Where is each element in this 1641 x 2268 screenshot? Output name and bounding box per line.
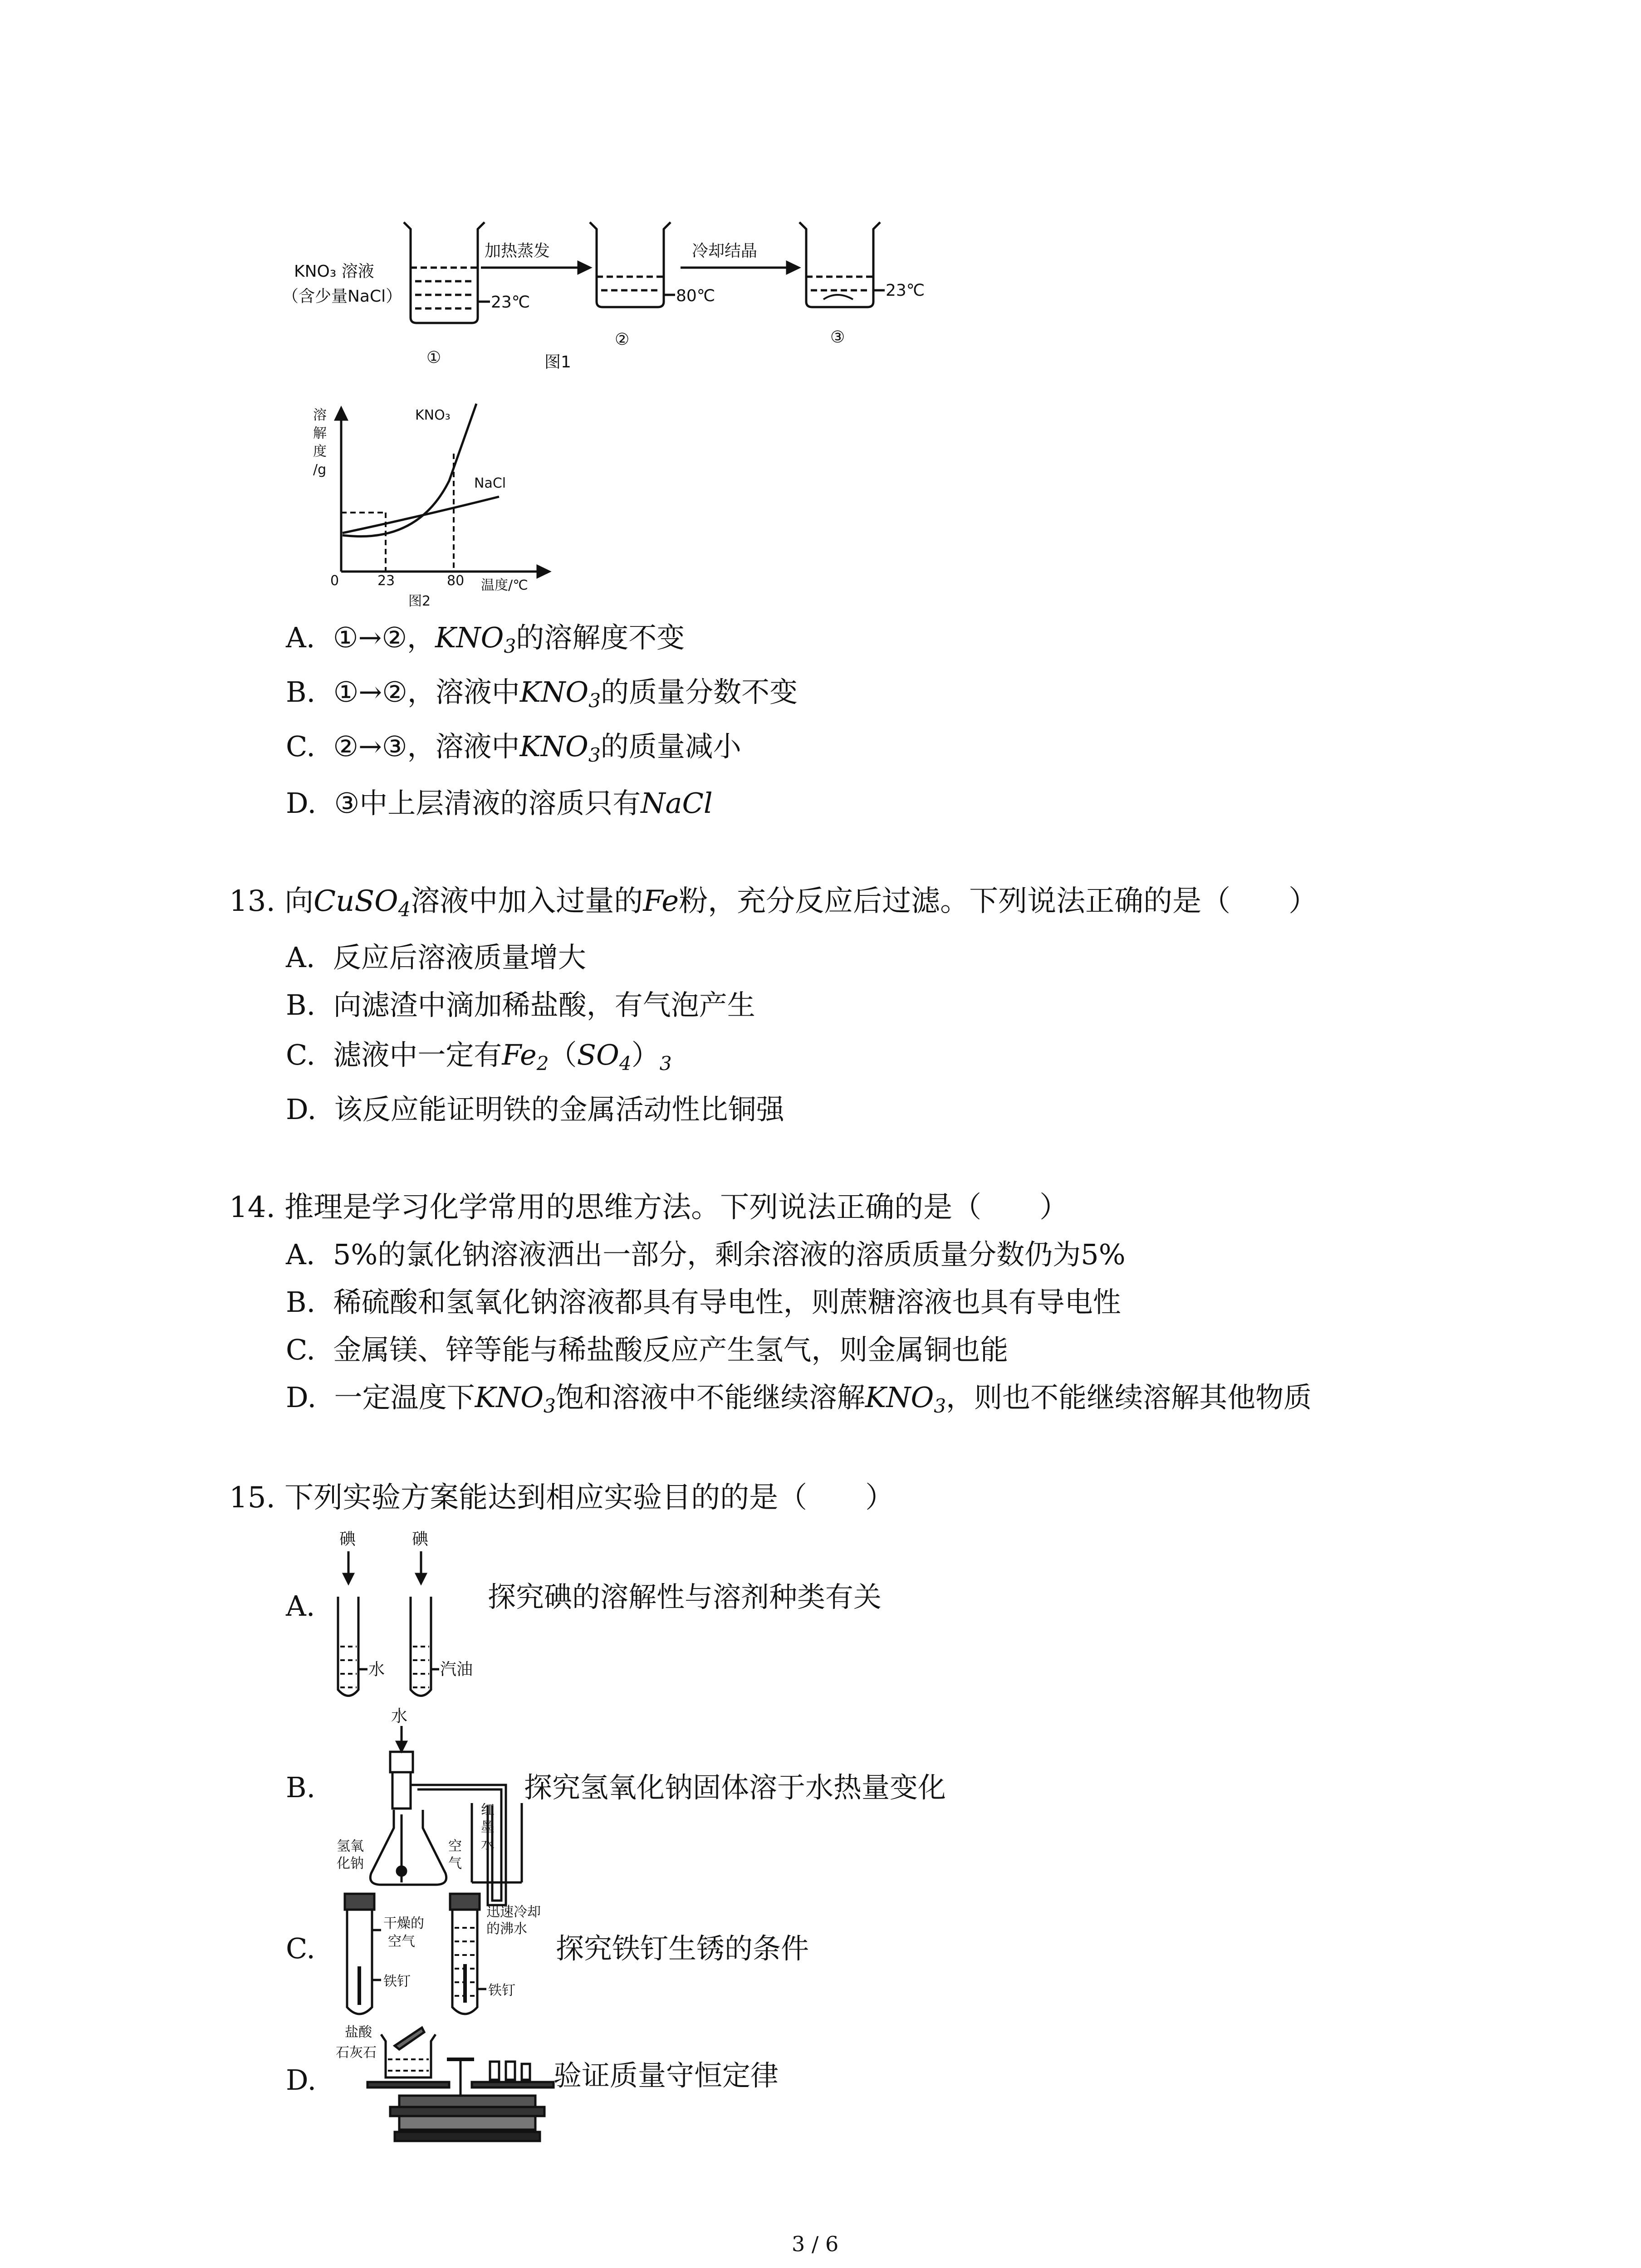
- beaker1-label-line2: （含少量NaCl）: [282, 287, 402, 306]
- arrow2-label: 冷却结晶: [692, 242, 758, 260]
- figure2-caption: 图2: [408, 593, 431, 609]
- q15-option-d-text: 验证质量守恒定律: [554, 2059, 779, 2092]
- q12-option-c[interactable]: C. ②→③，溶液中$KNO_3$的质量减小: [286, 730, 741, 766]
- q14-option-d[interactable]: D. 一定温度下$KNO_3$饱和溶液中不能继续溶解$KNO_3$，则也不能继续溶解其他物质: [286, 1381, 1312, 1417]
- gasoline-label: 汽油: [440, 1660, 473, 1679]
- q13-option-d[interactable]: D. 该反应能证明铁的金属活动性比铜强: [286, 1093, 784, 1126]
- air-label-2: 气: [448, 1856, 462, 1872]
- nail-label-2: 铁钉: [488, 1983, 515, 1999]
- x-axis-label: 温度/℃: [481, 577, 528, 593]
- q12-option-a[interactable]: A. ①→②，$KNO_3$的溶解度不变: [286, 621, 685, 657]
- q14-option-c[interactable]: C. 金属镁、锌等能与稀盐酸反应产生氢气，则金属铜也能: [286, 1333, 1009, 1366]
- figure1-caption: 图1: [544, 353, 571, 371]
- ink-label-3: 水: [481, 1837, 495, 1853]
- q15-option-c-text: 探究铁钉生锈的条件: [556, 1932, 809, 1965]
- q12-option-d[interactable]: D. ③中上层清液的溶质只有NaCl: [286, 787, 713, 820]
- q13-option-b[interactable]: B. 向滤渣中滴加稀盐酸，有气泡产生: [286, 988, 755, 1022]
- q15-stem: 15. 下列实验方案能达到相应实验目的的是（ ）: [229, 1481, 895, 1515]
- ylabel-char-4: /g: [313, 462, 327, 478]
- q15-option-c[interactable]: C.: [286, 1932, 315, 1965]
- q15-option-a-text: 探究碘的溶解性与溶剂种类有关: [488, 1580, 882, 1613]
- nacl-series-label: NaCl: [474, 475, 506, 491]
- ylabel-char-3: 度: [313, 444, 327, 459]
- ink-label-2: 墨: [481, 1819, 495, 1835]
- q15-option-b[interactable]: B.: [286, 1771, 316, 1804]
- beaker1-label-line1: KNO₃ 溶液: [294, 262, 374, 281]
- air-label-1: 空: [448, 1838, 462, 1854]
- kno3-series-label: KNO₃: [415, 407, 451, 423]
- page-number: 3 / 6: [792, 2232, 839, 2256]
- q12-option-b[interactable]: B. ①→②，溶液中$KNO_3$的质量分数不变: [286, 675, 798, 712]
- ylabel-char-1: 溶: [313, 407, 327, 423]
- q15-option-a[interactable]: A.: [286, 1589, 315, 1623]
- q13-stem: 13. 向CuSO$_4$溶液中加入过量的Fe粉，充分反应后过滤。下列说法正确的是（ ）: [229, 885, 1318, 922]
- ylabel-char-2: 解: [313, 425, 327, 441]
- step-1-marker: ①: [426, 348, 441, 367]
- beaker3-temp: 23℃: [886, 281, 925, 300]
- nail-label-1: 铁钉: [383, 1974, 411, 1989]
- x-tick-0: 0: [330, 573, 339, 589]
- naoh-label-1: 氢氧: [337, 1838, 364, 1854]
- dry-air-label-2: 空气: [388, 1934, 415, 1950]
- q15-option-d[interactable]: D.: [286, 2063, 317, 2097]
- q13-option-c[interactable]: C. 滤液中一定有$Fe_2(SO_4)_3$: [286, 1038, 672, 1075]
- dry-air-label-1: 干燥的: [383, 1916, 424, 1931]
- q14-option-b[interactable]: B. 稀硫酸和氢氧化钠溶液都具有导电性，则蔗糖溶液也具有导电性: [286, 1286, 1121, 1319]
- arrow1-label: 加热蒸发: [485, 242, 550, 260]
- q14-option-a[interactable]: A. 5%的氯化钠溶液洒出一部分，剩余溶液的溶质质量分数仍为5%: [286, 1238, 1126, 1271]
- b-water-drop-label: 水: [391, 1707, 408, 1725]
- acid-label: 盐酸: [345, 2024, 372, 2040]
- naoh-label-2: 化钠: [337, 1856, 364, 1872]
- x-tick-23: 23: [377, 573, 395, 589]
- step-2-marker: ②: [615, 330, 630, 349]
- water-label: 水: [368, 1660, 385, 1679]
- iodine-label-1: 碘: [339, 1530, 356, 1549]
- beaker2-temp: 80℃: [676, 287, 715, 305]
- step-3-marker: ③: [830, 328, 845, 347]
- q13-option-a[interactable]: A. 反应后溶液质量增大: [286, 941, 586, 974]
- ink-label-1: 红: [481, 1802, 495, 1818]
- beaker1-temp: 23℃: [491, 293, 530, 312]
- q14-stem: 14. 推理是学习化学常用的思维方法。下列说法正确的是（ ）: [229, 1191, 1069, 1224]
- limestone-label: 石灰石: [336, 2045, 377, 2061]
- x-tick-80: 80: [447, 573, 465, 589]
- boiled-water-label-1: 迅速冷却: [486, 1904, 541, 1920]
- boiled-water-label-2: 的沸水: [486, 1921, 527, 1937]
- q15-option-b-text: 探究氢氧化钠固体溶于水热量变化: [524, 1771, 946, 1804]
- iodine-label-2: 碘: [412, 1530, 429, 1549]
